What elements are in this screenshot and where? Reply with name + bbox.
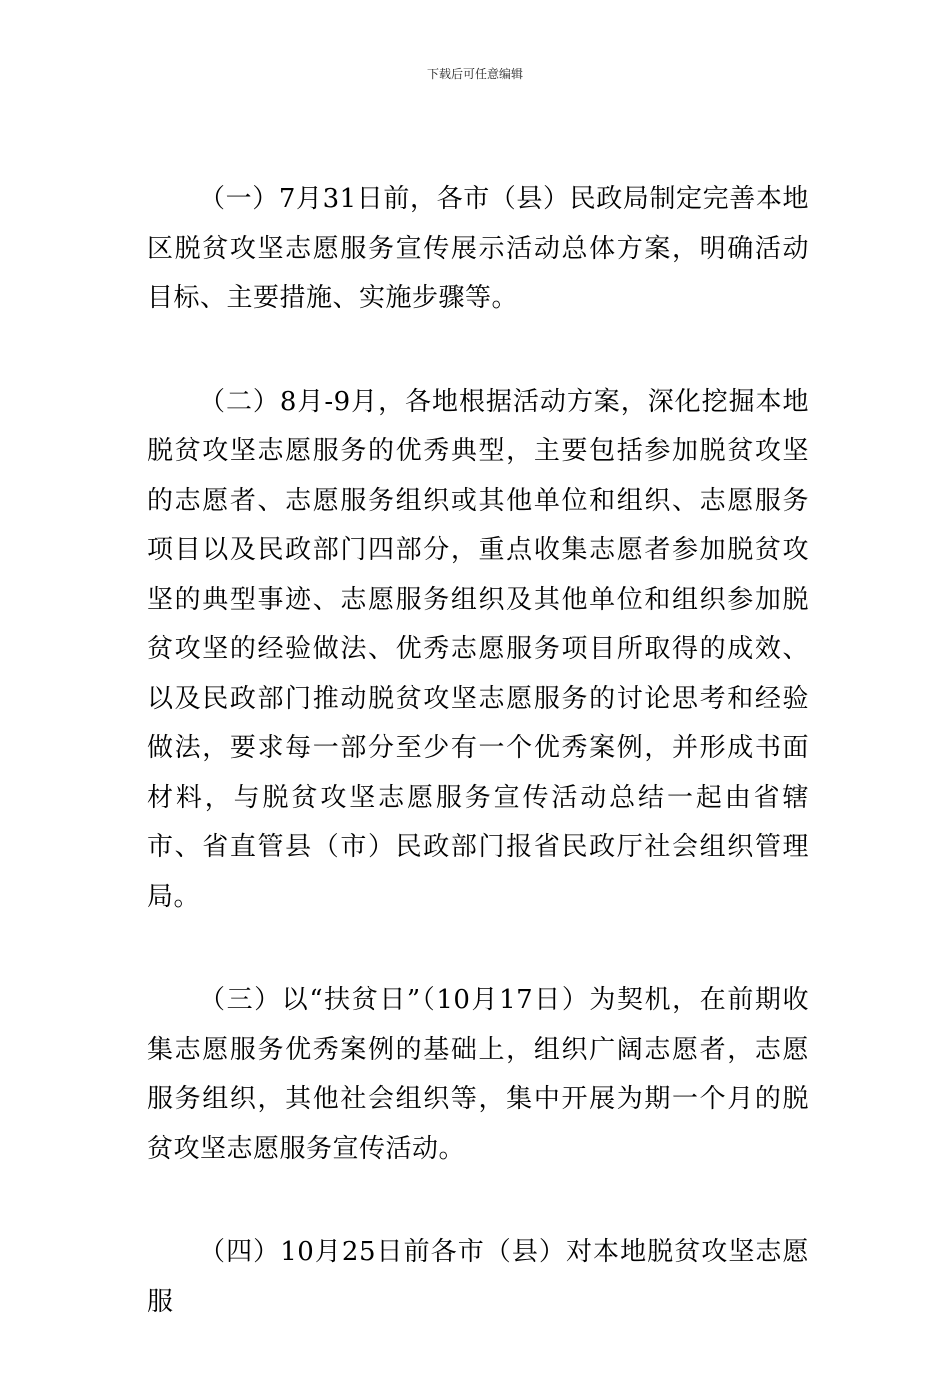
paragraph-1: （一）7月31日前，各市（县）民政局制定完善本地区脱贫攻坚志愿服务宣传展示活动总体方案，明确活动目标、主要措施、实施步骤等。 [147,184,809,313]
header-note: 下载后可任意编辑 [426,67,523,81]
paragraph-4: （四）10月25日前各市（县）对本地脱贫攻坚志愿服 [147,1237,809,1317]
paragraph-3: （三）以“扶贫日”（10月17日）为契机，在前期收集志愿服务优秀案例的基础上，组织广阔志愿者，志愿服务组织，其他社会组织等，集中开展为期一个月的脱贫攻坚志愿服务宣传活动。 [147,985,809,1164]
document-body [147,175,809,1381]
paragraph-2: （二）8月-9月，各地根据活动方案，深化挖掘本地脱贫攻坚志愿服务的优秀典型，主要包括参加脱贫攻坚的志愿者、志愿服务组织或其他单位和组织、志愿服务项目以及民政部门四部分，重点收集志愿者参加脱贫攻坚的典型事迹、志愿服务组织及其他单位和组织参加脱贫攻坚的经验做法、优秀志愿服务项目所取得的成效、以及民政部门推动脱贫攻坚志愿服务的讨论思考和经验做法，要求每一部分至少有一个优秀案例，并形成书面材料，与脱贫攻坚志愿服务宣传活动总结一起由省辖市、省直管县（市）民政部门报省民政厅社会组织管理局。 [147,386,809,912]
